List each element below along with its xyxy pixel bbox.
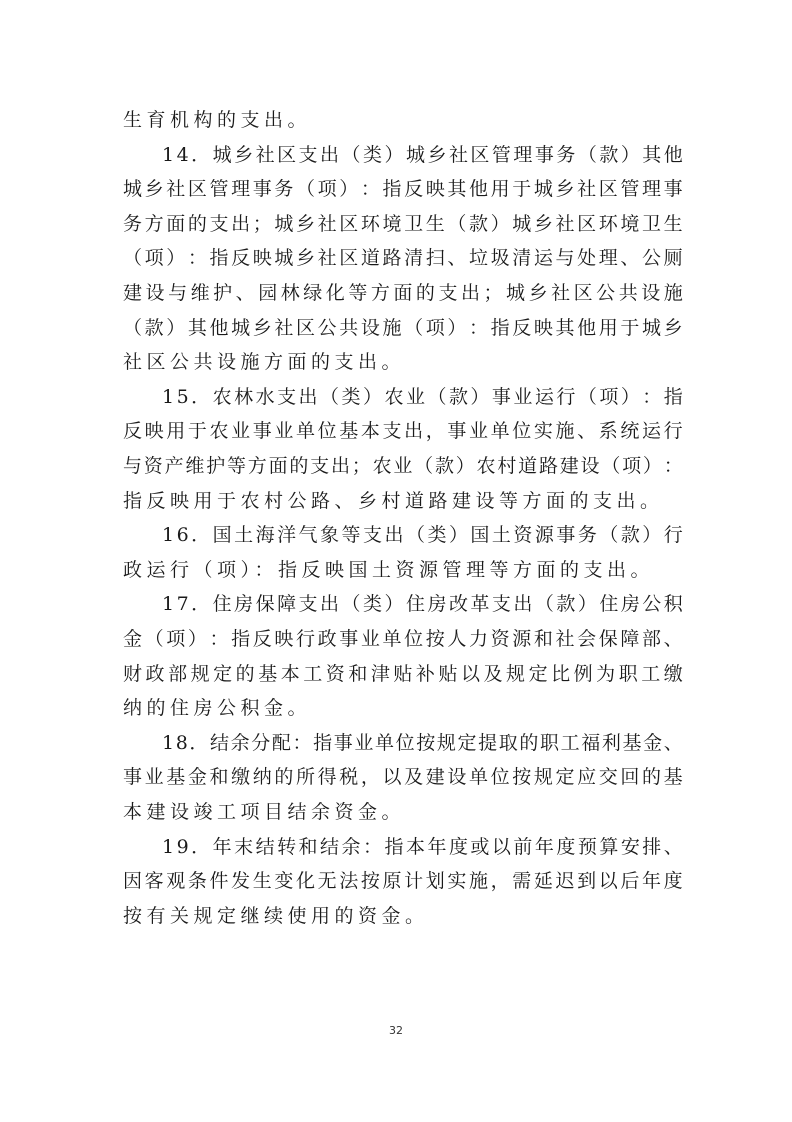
- text-line: 指反映用于农村公路、乡村道路建设等方面的支出。: [123, 489, 664, 512]
- text-line: 1 6 ． 国 土 海 洋 气 象 等 支 出 （ 类 ） 国 土 资 源 事 务 （ 款 ） 行: [162, 524, 683, 547]
- text-line: 因 客 观 条 件 发 生 变 化 无 法 按 原 计 划 实 施 ， 需 延 迟 到 以 后 年 度: [123, 870, 683, 893]
- text-line: 事 业 基 金 和 缴 纳 的 所 得 税 ， 以 及 建 设 单 位 按 规 定 应 交 回 的 基: [123, 766, 683, 789]
- text-line: 社区公共设施方面的支出。: [123, 351, 406, 374]
- text-line: 纳的住房公积金。: [123, 697, 312, 720]
- text-line: 按有关规定继续使用的资金。: [123, 904, 429, 927]
- text-line: 1 7 ． 住 房 保 障 支 出 （ 类 ） 住 房 改 革 支 出 （ 款 ） 住 房 公 积: [162, 593, 683, 616]
- text-line: 与 资 产 维 护 等 方 面 的 支 出 ； 农 业 （ 款 ） 农 村 道 路 建 设 （ 项 ） ：: [123, 455, 683, 477]
- page-number: 32: [389, 1024, 403, 1037]
- text-line: 1 8 ． 结 余 分 配 ： 指 事 业 单 位 按 规 定 提 取 的 职 工 福 利 基 金 、: [162, 731, 683, 754]
- text-line: 建 设 与 维 护 、 园 林 绿 化 等 方 面 的 支 出 ； 城 乡 社 区 公 共 设 施: [123, 282, 683, 304]
- text-line: 1 9 ． 年 末 结 转 和 结 余 ： 指 本 年 度 或 以 前 年 度 预 算 安 排 、: [162, 835, 683, 858]
- text-line: 反 映 用 于 农 业 事 业 单 位 基 本 支 出 ， 事 业 单 位 实 施 、 系 统 运 行: [123, 420, 683, 443]
- text-line: 城 乡 社 区 管 理 事 务 （ 项 ） ： 指 反 映 其 他 用 于 城 乡 社 区 管 理 事: [123, 178, 683, 201]
- text-line: 1 5 ． 农 林 水 支 出 （ 类 ） 农 业 （ 款 ） 事 业 运 行 （ 项 ） ： 指: [162, 385, 683, 408]
- text-line: （ 款 ） 其 他 城 乡 社 区 公 共 设 施 （ 项 ） ： 指 反 映 其 他 用 于 城 乡: [123, 316, 683, 339]
- text-line: 务 方 面 的 支 出 ； 城 乡 社 区 环 境 卫 生 （ 款 ） 城 乡 社 区 环 境 卫 生: [123, 212, 683, 235]
- text-line: 金 （ 项 ） ： 指 反 映 行 政 事 业 单 位 按 人 力 资 源 和 社 会 保 障 部 、: [123, 628, 683, 650]
- text-line: 政运行（项）：指反映国土资源管理等方面的支出。: [123, 558, 655, 581]
- text-line: 财 政 部 规 定 的 基 本 工 资 和 津 贴 补 贴 以 及 规 定 比 例 为 职 工 缴: [123, 662, 683, 685]
- text-line: 本建设竣工项目结余资金。: [123, 801, 406, 823]
- text-line: 1 4 ． 城 乡 社 区 支 出 （ 类 ） 城 乡 社 区 管 理 事 务 （ 款 ） 其 他: [162, 143, 683, 166]
- text-line: （ 项 ） ： 指 反 映 城 乡 社 区 道 路 清 扫 、 垃 圾 清 运 与 处 理 、 公 厕: [123, 247, 683, 270]
- text-line: 生育机构的支出。: [123, 109, 312, 131]
